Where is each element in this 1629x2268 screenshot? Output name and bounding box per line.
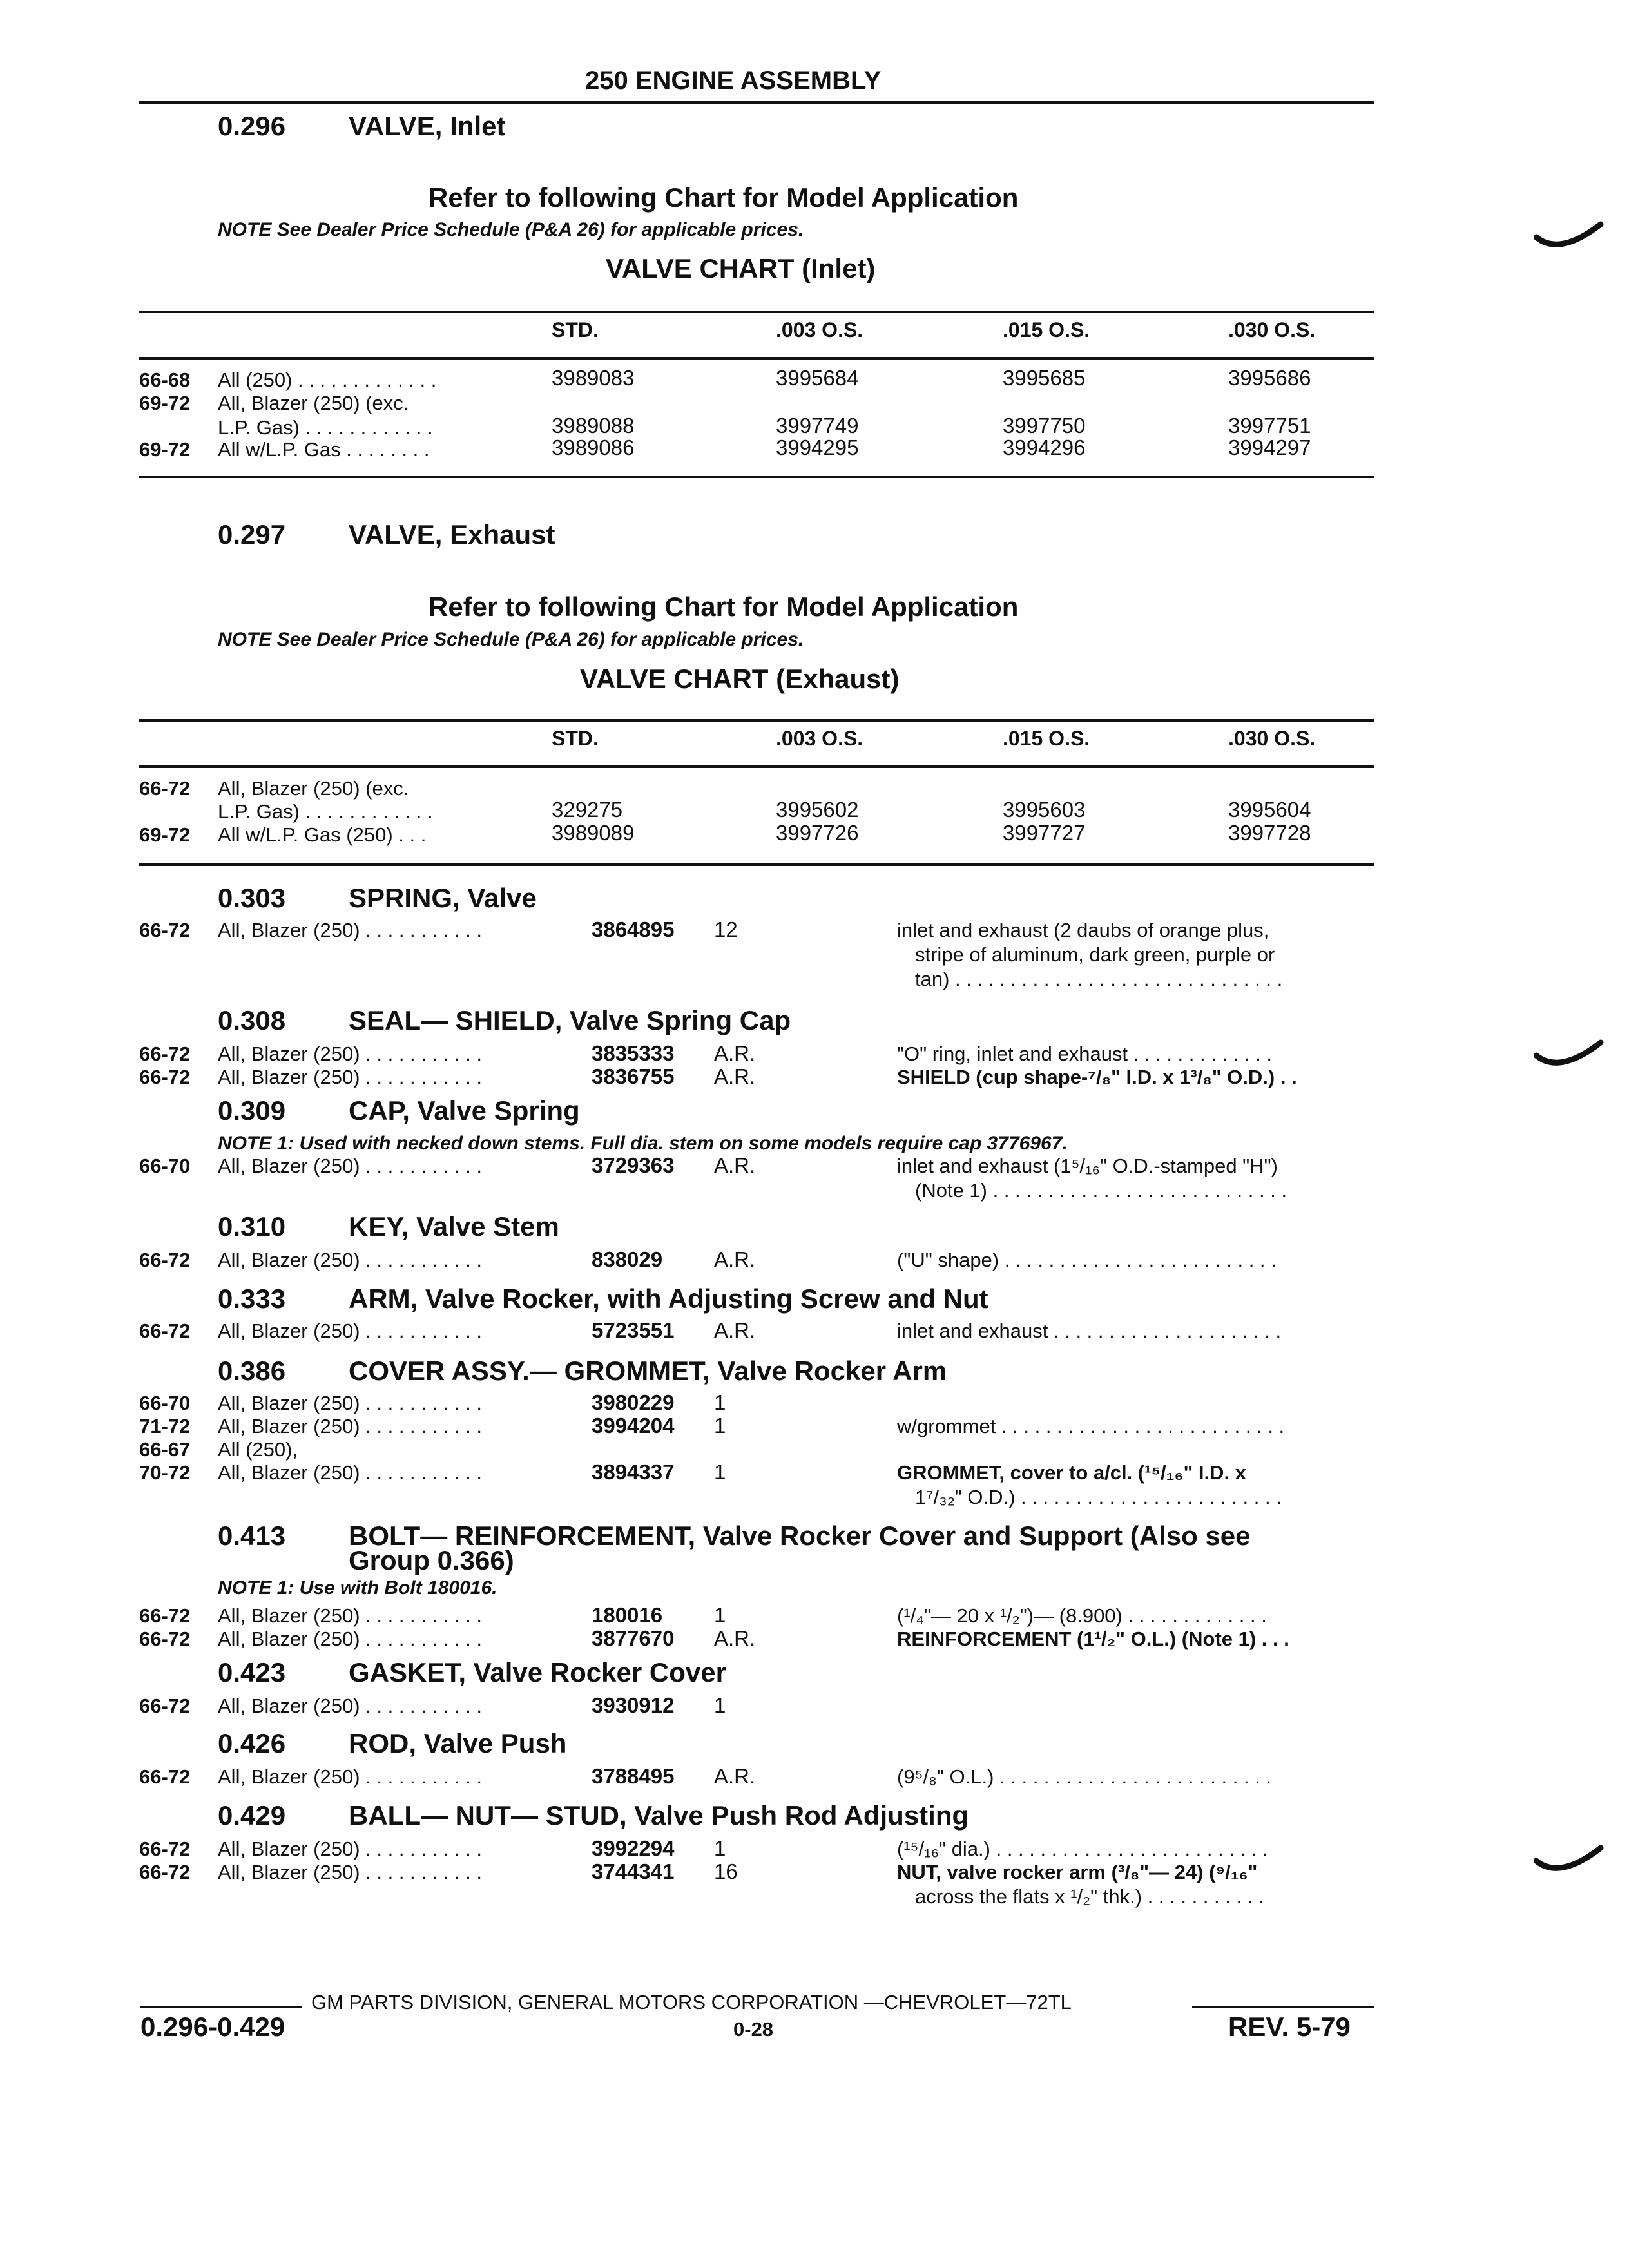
part-number: 3997750 bbox=[1003, 414, 1086, 437]
quantity: 1 bbox=[714, 1693, 726, 1717]
check-mark-icon bbox=[1534, 1843, 1605, 1881]
remark-text: REINFORCEMENT (1¹/₂" O.L.) (Note 1) . . . bbox=[897, 1628, 1289, 1650]
model-description: L.P. Gas) . . . . . . . . . . . . bbox=[218, 800, 433, 823]
part-number: 3994297 bbox=[1228, 436, 1311, 459]
group-name: SPRING, Valve bbox=[349, 883, 537, 913]
model-description: All, Blazer (250) . . . . . . . . . . . bbox=[218, 1249, 483, 1271]
group-note: NOTE 1: Use with Bolt 180016. bbox=[218, 1577, 497, 1599]
chart-title: VALVE CHART (Exhaust) bbox=[580, 664, 900, 694]
part-number: 5723551 bbox=[592, 1318, 675, 1342]
part-number: 3989083 bbox=[552, 366, 635, 390]
remark-text: 1⁷/₃₂" O.D.) . . . . . . . . . . . . . . . . . . . . . . . . bbox=[915, 1486, 1282, 1508]
model-description: All (250), bbox=[218, 1438, 298, 1461]
refer-text: Refer to following Chart for Model Application bbox=[429, 591, 1019, 622]
header-rule bbox=[139, 101, 1374, 104]
part-number: 3930912 bbox=[592, 1693, 675, 1717]
remark-text: tan) . . . . . . . . . . . . . . . . . . . . . . . . . . . . . . bbox=[915, 968, 1283, 990]
group-name: COVER ASSY.— GROMMET, Valve Rocker Arm bbox=[349, 1356, 947, 1386]
model-year: 66-72 bbox=[139, 1249, 191, 1271]
table-rule bbox=[139, 765, 1374, 768]
model-year: 66-72 bbox=[139, 1695, 191, 1717]
remark-text: stripe of aluminum, dark green, purple or bbox=[915, 943, 1275, 966]
footer-rev: REV. 5-79 bbox=[1228, 2012, 1351, 2042]
check-mark-icon bbox=[1534, 219, 1605, 258]
quantity: 1 bbox=[714, 1390, 726, 1414]
model-year: 69-72 bbox=[139, 823, 191, 846]
remark-text: (Note 1) . . . . . . . . . . . . . . . . . . . . . . . . . . . bbox=[915, 1179, 1287, 1202]
group-name: VALVE, Exhaust bbox=[349, 519, 555, 550]
part-number: 3994296 bbox=[1003, 436, 1086, 459]
part-number: 3997728 bbox=[1228, 821, 1311, 845]
model-description: All, Blazer (250) . . . . . . . . . . . bbox=[218, 1415, 483, 1437]
column-header: .030 O.S. bbox=[1228, 318, 1316, 341]
part-number: 3995684 bbox=[776, 366, 859, 390]
model-year: 66-72 bbox=[139, 1066, 191, 1088]
model-description: All, Blazer (250) . . . . . . . . . . . bbox=[218, 919, 483, 941]
check-mark-icon bbox=[1534, 1037, 1605, 1076]
quantity: A.R. bbox=[714, 1247, 756, 1271]
model-year: 66-67 bbox=[139, 1438, 191, 1461]
model-description: All, Blazer (250) . . . . . . . . . . . bbox=[218, 1320, 483, 1342]
remark-text: NUT, valve rocker arm (³/₈"— 24) (⁹/₁₆" bbox=[897, 1861, 1258, 1883]
part-number: 3994204 bbox=[592, 1414, 675, 1437]
model-year: 66-72 bbox=[139, 1861, 191, 1883]
remark-text: across the flats x ¹/₂" thk.) . . . . . . . . . . . bbox=[915, 1885, 1264, 1908]
model-description: All, Blazer (250) (exc. bbox=[218, 777, 409, 800]
part-number: 3997751 bbox=[1228, 414, 1311, 437]
group-number: 0.297 bbox=[218, 519, 286, 550]
group-number: 0.303 bbox=[218, 883, 286, 913]
part-number: 3729363 bbox=[592, 1153, 675, 1177]
part-number: 3989086 bbox=[552, 436, 635, 459]
remark-text: (9⁵/₈" O.L.) . . . . . . . . . . . . . . . . . . . . . . . . . bbox=[897, 1765, 1272, 1788]
model-description: All w/L.P. Gas (250) . . . bbox=[218, 823, 427, 846]
part-number: 3864895 bbox=[592, 918, 675, 941]
model-year: 66-68 bbox=[139, 369, 191, 391]
model-year: 66-70 bbox=[139, 1392, 191, 1414]
group-number: 0.296 bbox=[218, 111, 286, 141]
model-year: 66-72 bbox=[139, 1320, 191, 1342]
group-number: 0.413 bbox=[218, 1521, 286, 1551]
part-number: 329275 bbox=[552, 798, 623, 822]
group-name: VALVE, Inlet bbox=[349, 111, 506, 141]
column-header: .015 O.S. bbox=[1003, 318, 1090, 341]
price-note: NOTE See Dealer Price Schedule (P&A 26) for applicable prices. bbox=[218, 219, 804, 240]
remark-text: GROMMET, cover to a/cl. (¹⁵/₁₆" I.D. x bbox=[897, 1461, 1246, 1484]
quantity: A.R. bbox=[714, 1041, 756, 1065]
group-number: 0.423 bbox=[218, 1657, 286, 1687]
column-header: .030 O.S. bbox=[1228, 727, 1316, 750]
table-rule bbox=[139, 476, 1374, 478]
quantity: 16 bbox=[714, 1860, 738, 1883]
group-name: BOLT— REINFORCEMENT, Valve Rocker Cover and Support (Also see bbox=[349, 1521, 1251, 1551]
quantity: 1 bbox=[714, 1414, 726, 1437]
part-number: 3997726 bbox=[776, 821, 859, 845]
part-number: 3995685 bbox=[1003, 366, 1086, 390]
part-number: 3835333 bbox=[592, 1041, 675, 1065]
page-title: 250 ENGINE ASSEMBLY bbox=[585, 66, 882, 95]
quantity: A.R. bbox=[714, 1764, 756, 1788]
model-description: All w/L.P. Gas . . . . . . . . bbox=[218, 438, 430, 461]
model-year: 66-72 bbox=[139, 777, 191, 800]
model-description: All, Blazer (250) . . . . . . . . . . . bbox=[218, 1392, 483, 1414]
model-description: All, Blazer (250) . . . . . . . . . . . bbox=[218, 1838, 483, 1860]
group-name-continued: Group 0.366) bbox=[349, 1545, 514, 1575]
part-number: 3894337 bbox=[592, 1460, 675, 1484]
model-description: All, Blazer (250) . . . . . . . . . . . bbox=[218, 1628, 483, 1650]
column-header: .003 O.S. bbox=[776, 318, 863, 341]
group-name: BALL— NUT— STUD, Valve Push Rod Adjusting bbox=[349, 1800, 969, 1831]
model-year: 66-72 bbox=[139, 1628, 191, 1650]
group-number: 0.310 bbox=[218, 1211, 286, 1242]
remark-text: inlet and exhaust (1⁵/₁₆" O.D.-stamped "H") bbox=[897, 1155, 1278, 1177]
part-number: 180016 bbox=[592, 1603, 663, 1627]
model-description: All, Blazer (250) (exc. bbox=[218, 392, 409, 414]
model-year: 66-72 bbox=[139, 919, 191, 941]
remark-text: w/grommet . . . . . . . . . . . . . . . . . . . . . . . . . . bbox=[897, 1415, 1285, 1437]
part-number: 3994295 bbox=[776, 436, 859, 459]
model-year: 71-72 bbox=[139, 1415, 191, 1437]
model-description: All, Blazer (250) . . . . . . . . . . . bbox=[218, 1765, 483, 1788]
price-note: NOTE See Dealer Price Schedule (P&A 26) for applicable prices. bbox=[218, 629, 804, 650]
group-number: 0.386 bbox=[218, 1356, 286, 1386]
part-number: 838029 bbox=[592, 1247, 663, 1271]
model-description: All, Blazer (250) . . . . . . . . . . . bbox=[218, 1604, 483, 1627]
model-year: 66-72 bbox=[139, 1765, 191, 1788]
quantity: 1 bbox=[714, 1603, 726, 1627]
remark-text: (¹⁵/₁₆" dia.) . . . . . . . . . . . . . . . . . . . . . . . . . bbox=[897, 1838, 1268, 1860]
part-number: 3980229 bbox=[592, 1390, 675, 1414]
refer-text: Refer to following Chart for Model Application bbox=[429, 182, 1019, 213]
group-name: KEY, Valve Stem bbox=[349, 1211, 559, 1242]
model-description: All, Blazer (250) . . . . . . . . . . . bbox=[218, 1066, 483, 1088]
part-number: 3744341 bbox=[592, 1860, 675, 1883]
model-description: All, Blazer (250) . . . . . . . . . . . bbox=[218, 1861, 483, 1883]
group-number: 0.308 bbox=[218, 1005, 286, 1035]
part-number: 3788495 bbox=[592, 1764, 675, 1788]
table-rule bbox=[139, 311, 1374, 313]
part-number: 3995602 bbox=[776, 798, 859, 822]
footer-rule-right bbox=[1192, 2006, 1374, 2008]
quantity: A.R. bbox=[714, 1064, 756, 1088]
column-header: STD. bbox=[552, 318, 599, 341]
chart-title: VALVE CHART (Inlet) bbox=[606, 253, 876, 284]
part-number: 3992294 bbox=[592, 1836, 675, 1860]
model-description: All, Blazer (250) . . . . . . . . . . . bbox=[218, 1043, 483, 1065]
part-number: 3877670 bbox=[592, 1626, 675, 1650]
model-description: All, Blazer (250) . . . . . . . . . . . bbox=[218, 1695, 483, 1717]
group-name: SEAL— SHIELD, Valve Spring Cap bbox=[349, 1005, 791, 1035]
group-number: 0.429 bbox=[218, 1800, 286, 1831]
part-number: 3989089 bbox=[552, 821, 635, 845]
remark-text: "O" ring, inlet and exhaust . . . . . . . . . . . . . bbox=[897, 1043, 1272, 1065]
model-year: 69-72 bbox=[139, 392, 191, 414]
remark-text: SHIELD (cup shape-⁷/₈" I.D. x 1³/₈" O.D.) . . bbox=[897, 1066, 1297, 1088]
quantity: 1 bbox=[714, 1836, 726, 1860]
quantity: A.R. bbox=[714, 1626, 756, 1650]
remark-text: ("U" shape) . . . . . . . . . . . . . . . . . . . . . . . . . bbox=[897, 1249, 1277, 1271]
model-description: All, Blazer (250) . . . . . . . . . . . bbox=[218, 1461, 483, 1484]
remark-text: inlet and exhaust . . . . . . . . . . . . . . . . . . . . . bbox=[897, 1320, 1282, 1342]
model-year: 70-72 bbox=[139, 1461, 191, 1484]
part-number: 3995603 bbox=[1003, 798, 1086, 822]
remark-text: inlet and exhaust (2 daubs of orange plus, bbox=[897, 919, 1269, 941]
table-rule bbox=[139, 357, 1374, 360]
group-name: GASKET, Valve Rocker Cover bbox=[349, 1657, 726, 1687]
group-name: CAP, Valve Spring bbox=[349, 1095, 580, 1126]
quantity: A.R. bbox=[714, 1318, 756, 1342]
group-number: 0.333 bbox=[218, 1283, 286, 1314]
model-description: All, Blazer (250) . . . . . . . . . . . bbox=[218, 1155, 483, 1177]
model-year: 66-72 bbox=[139, 1043, 191, 1065]
quantity: A.R. bbox=[714, 1153, 756, 1177]
column-header: .015 O.S. bbox=[1003, 727, 1090, 750]
column-header: .003 O.S. bbox=[776, 727, 863, 750]
model-year: 66-70 bbox=[139, 1155, 191, 1177]
quantity: 12 bbox=[714, 918, 738, 941]
part-number: 3997749 bbox=[776, 414, 859, 437]
footer-range: 0.296-0.429 bbox=[140, 2012, 285, 2042]
group-name: ARM, Valve Rocker, with Adjusting Screw and Nut bbox=[349, 1283, 988, 1314]
model-description: All (250) . . . . . . . . . . . . . bbox=[218, 369, 437, 391]
quantity: 1 bbox=[714, 1460, 726, 1484]
group-name: ROD, Valve Push bbox=[349, 1728, 567, 1758]
table-rule bbox=[139, 863, 1374, 866]
footer-page: 0-28 bbox=[733, 2018, 774, 2041]
footer-line: GM PARTS DIVISION, GENERAL MOTORS CORPORATION —CHEVROLET—72TL bbox=[311, 1991, 1072, 2013]
part-number: 3995686 bbox=[1228, 366, 1311, 390]
model-year: 66-72 bbox=[139, 1838, 191, 1860]
model-description: L.P. Gas) . . . . . . . . . . . . bbox=[218, 416, 433, 439]
part-number: 3836755 bbox=[592, 1064, 675, 1088]
model-year: 69-72 bbox=[139, 438, 191, 461]
group-note: NOTE 1: Used with necked down stems. Full dia. stem on some models require cap 3776967. bbox=[218, 1133, 1068, 1154]
remark-text: (¹/₄"— 20 x ¹/₂")— (8.900) . . . . . . . . . . . . . bbox=[897, 1604, 1267, 1627]
part-number: 3989088 bbox=[552, 414, 635, 437]
column-header: STD. bbox=[552, 727, 599, 750]
group-number: 0.309 bbox=[218, 1095, 286, 1126]
part-number: 3995604 bbox=[1228, 798, 1311, 822]
table-rule bbox=[139, 719, 1374, 722]
part-number: 3997727 bbox=[1003, 821, 1086, 845]
footer-rule-left bbox=[140, 2006, 302, 2008]
group-number: 0.426 bbox=[218, 1728, 286, 1758]
model-year: 66-72 bbox=[139, 1604, 191, 1627]
